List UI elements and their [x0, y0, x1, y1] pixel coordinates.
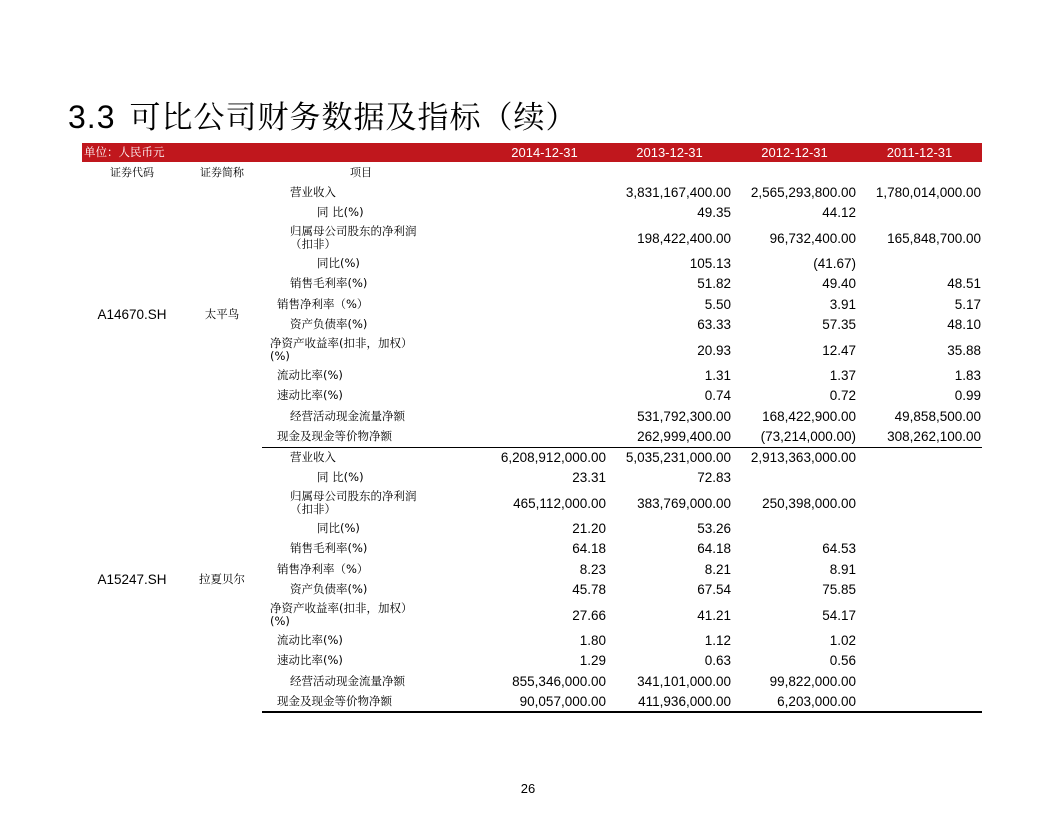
column-name-label: 证券简称 [200, 165, 244, 179]
value-cell: 75.85 [822, 582, 856, 598]
value-cell [482, 253, 607, 274]
value-cell: 8.21 [704, 561, 731, 577]
value-cell [857, 488, 982, 518]
value-cell: 64.53 [822, 541, 856, 557]
value-cell: 198,422,400.00 [637, 230, 731, 246]
value-cell: 53.26 [697, 520, 731, 536]
value-cell [482, 406, 607, 427]
item-label: 现金及现金等价物净额 [262, 427, 482, 448]
item-label: 归属母公司股东的净利润（扣非） [290, 489, 417, 516]
value-cell [857, 671, 982, 692]
value-cell [732, 518, 857, 539]
header-row [82, 143, 982, 162]
column-item-label: 项目 [350, 165, 372, 179]
value-cell: 3,831,167,400.00 [625, 184, 731, 200]
value-cell: 105.13 [689, 255, 731, 271]
value-cell: (41.67) [813, 255, 856, 271]
value-cell: 35.88 [947, 342, 981, 358]
item-label: 销售净利率（%） [277, 561, 369, 576]
value-cell: (73,214,000.00) [732, 427, 857, 448]
value-cell: 308,262,100.00 [857, 427, 982, 448]
value-cell: 5,035,231,000.00 [625, 450, 731, 465]
item-label: 速动比率(%) [277, 388, 343, 403]
value-cell: 0.63 [704, 653, 731, 669]
column-label-row [82, 162, 982, 182]
value-cell: 67.54 [697, 582, 731, 598]
value-cell [857, 651, 982, 672]
value-cell: 54.17 [822, 607, 856, 623]
table-row [82, 447, 982, 468]
value-cell: 8.91 [829, 561, 856, 577]
value-cell [857, 559, 982, 580]
value-cell [482, 182, 607, 203]
value-cell: 0.74 [704, 388, 731, 404]
value-cell: 341,101,000.00 [637, 673, 731, 689]
value-cell [857, 580, 982, 601]
value-cell: 855,346,000.00 [512, 673, 606, 689]
value-cell: 1.29 [579, 653, 606, 669]
value-cell: 1.12 [704, 632, 731, 648]
value-cell: 8.23 [579, 561, 606, 577]
table-row [82, 182, 982, 203]
value-cell: 48.10 [947, 317, 981, 333]
item-label: 资产负债率(%) [290, 582, 368, 597]
item-label: 同 比(%) [317, 470, 364, 485]
value-cell [482, 294, 607, 315]
security-name: 太平鸟 [204, 307, 240, 321]
item-label: 现金及现金等价物净额 [262, 692, 482, 713]
value-cell [482, 386, 607, 407]
value-cell: 383,769,000.00 [637, 495, 731, 511]
value-cell: 72.83 [697, 470, 731, 486]
item-label: 营业收入 [290, 450, 336, 464]
value-cell: 165,848,700.00 [887, 230, 981, 246]
item-label: 同比(%) [317, 255, 360, 270]
value-cell: 0.72 [829, 388, 856, 404]
value-cell: 3.91 [829, 296, 856, 312]
item-label: 净资产收益率(扣非，加权）(%) [270, 601, 413, 628]
item-label: 销售毛利率(%) [290, 276, 368, 291]
value-cell: 63.33 [697, 317, 731, 333]
item-label: 净资产收益率(扣非，加权）(%) [270, 336, 413, 363]
value-cell [482, 274, 607, 295]
date-header-2014: 2014-12-31 [482, 143, 607, 162]
value-cell: 5.50 [704, 296, 731, 312]
value-cell [482, 223, 607, 253]
value-cell: 27.66 [572, 607, 606, 623]
security-code: A14670.SH [97, 307, 167, 322]
value-cell: 49.35 [697, 205, 731, 221]
value-cell: 531,792,300.00 [637, 408, 731, 424]
item-label: 经营活动现金流量净额 [290, 673, 405, 688]
value-cell: 1,780,014,000.00 [875, 184, 981, 200]
unit-label: 单位：人民币元 [82, 143, 482, 162]
value-cell [857, 468, 982, 489]
value-cell: 0.99 [954, 388, 981, 404]
date-header-2012: 2012-12-31 [732, 143, 857, 162]
company-group [82, 182, 982, 447]
value-cell: 168,422,900.00 [762, 408, 856, 424]
value-cell: 21.20 [572, 520, 606, 536]
value-cell: 1.37 [829, 367, 856, 383]
value-cell: 57.35 [822, 317, 856, 333]
financial-table [82, 143, 982, 713]
item-label: 归属母公司股东的净利润（扣非） [290, 224, 417, 251]
value-cell: 64.18 [572, 541, 606, 557]
page-number: 26 [520, 781, 536, 796]
value-cell: 20.93 [697, 342, 731, 358]
section-title: 可比公司财务数据及指标（续） [129, 100, 578, 136]
value-cell: 6,203,000.00 [732, 692, 857, 713]
section-number: 3.3 [68, 99, 116, 135]
value-cell [482, 365, 607, 386]
value-cell: 1.83 [954, 367, 981, 383]
item-label: 速动比率(%) [277, 653, 343, 668]
value-cell: 23.31 [572, 470, 606, 486]
value-cell [857, 253, 982, 274]
value-cell [857, 539, 982, 560]
value-cell [857, 600, 982, 630]
value-cell: 2,565,293,800.00 [750, 184, 856, 200]
date-header-2011: 2011-12-31 [857, 143, 982, 162]
value-cell: 64.18 [697, 541, 731, 557]
value-cell [732, 468, 857, 489]
value-cell: 49,858,500.00 [894, 408, 981, 424]
item-label: 经营活动现金流量净额 [290, 408, 405, 423]
value-cell [857, 630, 982, 651]
value-cell: 411,936,000.00 [607, 692, 732, 713]
financial-table-container [82, 143, 982, 713]
value-cell: 250,398,000.00 [762, 495, 856, 511]
security-name: 拉夏贝尔 [199, 572, 245, 586]
value-cell [482, 335, 607, 365]
value-cell: 6,208,912,000.00 [500, 450, 606, 465]
item-label: 销售净利率（%） [277, 296, 369, 311]
security-code: A15247.SH [97, 572, 167, 587]
value-cell: 5.17 [954, 296, 981, 312]
item-label: 流动比率(%) [277, 367, 343, 382]
value-cell: 44.12 [822, 205, 856, 221]
item-label: 流动比率(%) [277, 632, 343, 647]
value-cell: 51.82 [697, 276, 731, 292]
value-cell: 96,732,400.00 [769, 230, 856, 246]
item-label: 销售毛利率(%) [290, 541, 368, 556]
value-cell: 12.47 [822, 342, 856, 358]
item-label: 资产负债率(%) [290, 317, 368, 332]
page-title [68, 92, 577, 137]
value-cell: 90,057,000.00 [482, 692, 607, 713]
item-label: 同比(%) [317, 520, 360, 535]
value-cell: 2,913,363,000.00 [750, 450, 856, 465]
item-label: 同 比(%) [317, 205, 364, 220]
column-code-label: 证券代码 [110, 165, 154, 179]
value-cell: 1.02 [829, 632, 856, 648]
value-cell [857, 692, 982, 713]
value-cell: 465,112,000.00 [513, 495, 606, 511]
value-cell [857, 447, 982, 468]
value-cell: 0.56 [829, 653, 856, 669]
value-cell [482, 315, 607, 336]
value-cell: 48.51 [947, 276, 981, 292]
value-cell [482, 203, 607, 224]
item-label: 营业收入 [290, 184, 336, 199]
value-cell: 45.78 [572, 582, 606, 598]
value-cell: 1.80 [579, 632, 606, 648]
value-cell [857, 518, 982, 539]
value-cell: 1.31 [704, 367, 731, 383]
date-header-2013: 2013-12-31 [607, 143, 732, 162]
value-cell: 262,999,400.00 [607, 427, 732, 448]
company-group [82, 447, 982, 712]
value-cell [482, 427, 607, 448]
value-cell: 41.21 [697, 607, 731, 623]
value-cell [857, 203, 982, 224]
value-cell: 99,822,000.00 [769, 673, 856, 689]
value-cell: 49.40 [822, 276, 856, 292]
